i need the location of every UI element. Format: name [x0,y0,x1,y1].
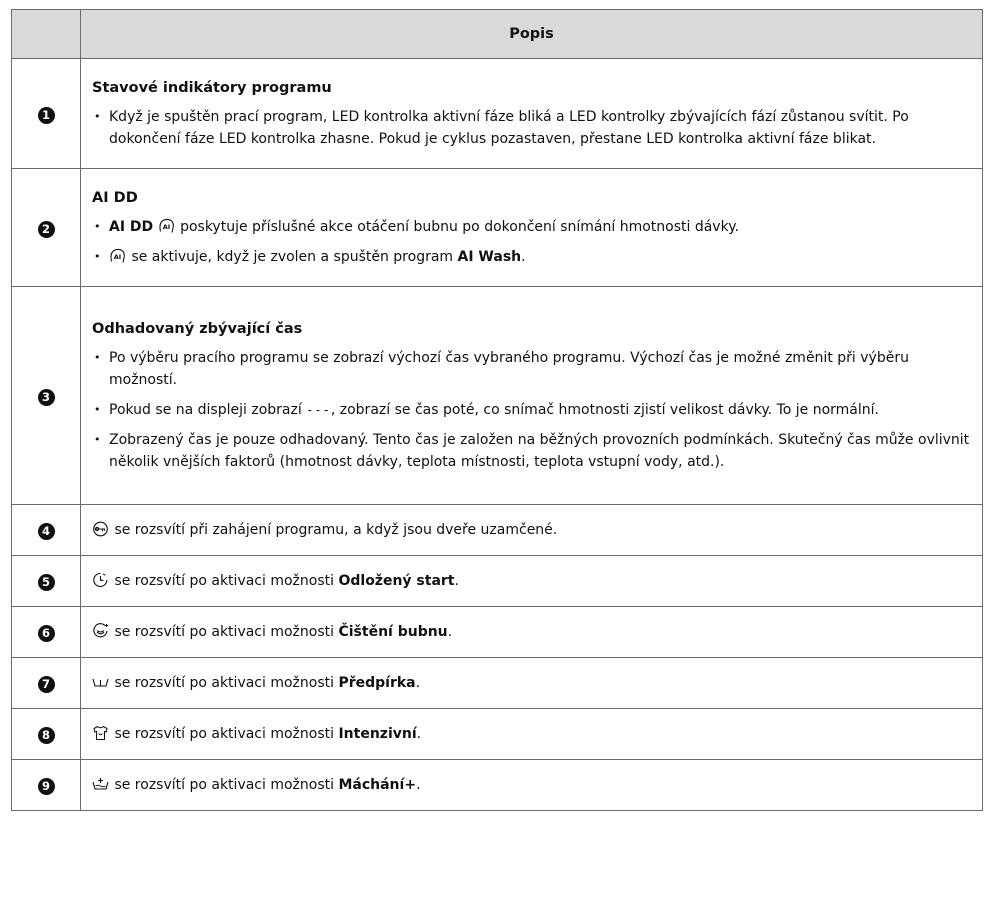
row-number-cell [12,505,81,556]
svg-text:AI: • AI [113,253,122,261]
table-row [12,287,983,505]
row-description-cell [81,505,983,556]
bullet-item: • Zobrazený čas je pouze odhadovaný. Tento čas je založen na běžných provozních podmínkách. Skutečný čas může ovlivnit několik vnějších faktorů (hmotnost dávky, teplota místnosti, teplota vstupní vody, atd.). [92,429,972,473]
ai-hand-icon [109,248,126,264]
row-number-badge: 9 [38,778,55,795]
row-end: . [447,624,453,640]
row-description-cell [81,287,983,505]
table-row [12,658,983,709]
row-number-cell [12,709,81,760]
delay-start-clock-icon [92,572,109,588]
bullet-text: poskytuje příslušné akce otáčení bubnu po dokončení snímání hmotnosti dávky. [180,219,739,235]
ai-hand-icon [158,218,175,234]
drum-clean-icon [92,623,109,639]
row-number-badge: 1 [38,107,55,124]
ai-dd-label: AI DD [109,219,154,235]
row-text: se rozsvítí po aktivaci možnosti [114,777,335,793]
option-name: Odložený start [338,573,455,589]
row-title: AI DD [92,190,138,206]
bullet-item [92,399,972,421]
row-end: . [454,573,459,589]
bullet-item: • Když je spuštěn prací program, LED kontrolka aktivní fáze bliká a LED kontrolky zbývajících fází zůstanou svítit. Po dokončení fáze LED kontrolka zhasne. Pokud je cyklus pozastaven, přestane LED kontrolka aktivní fáze blikat. [92,106,972,150]
row-end: . [416,777,421,793]
row-description-cell [81,760,983,811]
row-number-cell [12,556,81,607]
prewash-tub-icon [92,674,109,690]
bullet-text: Pokud se na displeji zobrazí [109,402,302,418]
table-header-row [12,10,983,59]
description-table [11,9,983,811]
row-description-cell [81,607,983,658]
row-description-cell [81,59,983,169]
table-row [12,169,983,287]
row-text: se rozsvítí po aktivaci možnosti [114,624,335,640]
ai-wash-label: AI Wash [457,249,522,265]
bullet-end: . [521,249,526,265]
intensive-shirt-icon [92,725,109,741]
bullet-item [92,216,972,238]
row-number-cell [12,658,81,709]
option-name: Intenzivní [338,726,417,742]
svg-text:AI: AI [162,223,170,231]
row-end: . [416,726,422,742]
option-name: Čištění bubnu [338,624,448,640]
bullet-text: , zobrazí se čas poté, co snímač hmotnosti zjistí velikost dávky. To je normální. [330,402,879,418]
row-text: se rozsvítí po aktivaci možnosti [114,675,335,691]
row-number-cell [12,169,81,287]
bullet-item: • Po výběru pracího programu se zobrazí výchozí čas vybraného programu. Výchozí čas je možné změnit při výběru možností. [92,347,972,391]
door-lock-icon [92,521,109,537]
row-text: se rozsvítí po aktivaci možnosti [114,726,335,742]
row-number-badge: 8 [38,727,55,744]
row-description-cell [81,169,983,287]
row-number-cell [12,287,81,505]
row-title: Stavové indikátory programu [92,80,332,96]
row-number-badge: 2 [38,221,55,238]
bullet-item [92,246,972,268]
row-end: . [415,675,421,691]
row-number-cell [12,59,81,169]
description-column-header: Popis [81,10,983,59]
row-description-cell [81,556,983,607]
row-text: se rozsvítí po aktivaci možnosti [114,573,335,589]
bullet-text: se aktivuje, když je zvolen a spuštěn program [131,249,454,265]
display-dashes: --- [306,403,331,417]
table-row [12,709,983,760]
row-number-cell [12,760,81,811]
row-number-badge: 6 [38,625,55,642]
row-number-badge: 5 [38,574,55,591]
table-row [12,760,983,811]
option-name: Máchání+ [338,777,417,793]
row-number-badge: 3 [38,389,55,406]
row-text: se rozsvítí při zahájení programu, a když jsou dveře uzamčené. [114,522,558,538]
row-number-badge: 7 [38,676,55,693]
table-row [12,556,983,607]
row-number-badge: 4 [38,523,55,540]
row-number-cell [12,607,81,658]
table-row [12,607,983,658]
table-row [12,59,983,169]
table-row [12,505,983,556]
row-description-cell [81,658,983,709]
row-description-cell [81,709,983,760]
row-title: Odhadovaný zbývající čas [92,321,303,337]
number-column-header [12,10,81,59]
rinse-plus-icon [92,776,109,792]
option-name: Předpírka [338,675,416,691]
